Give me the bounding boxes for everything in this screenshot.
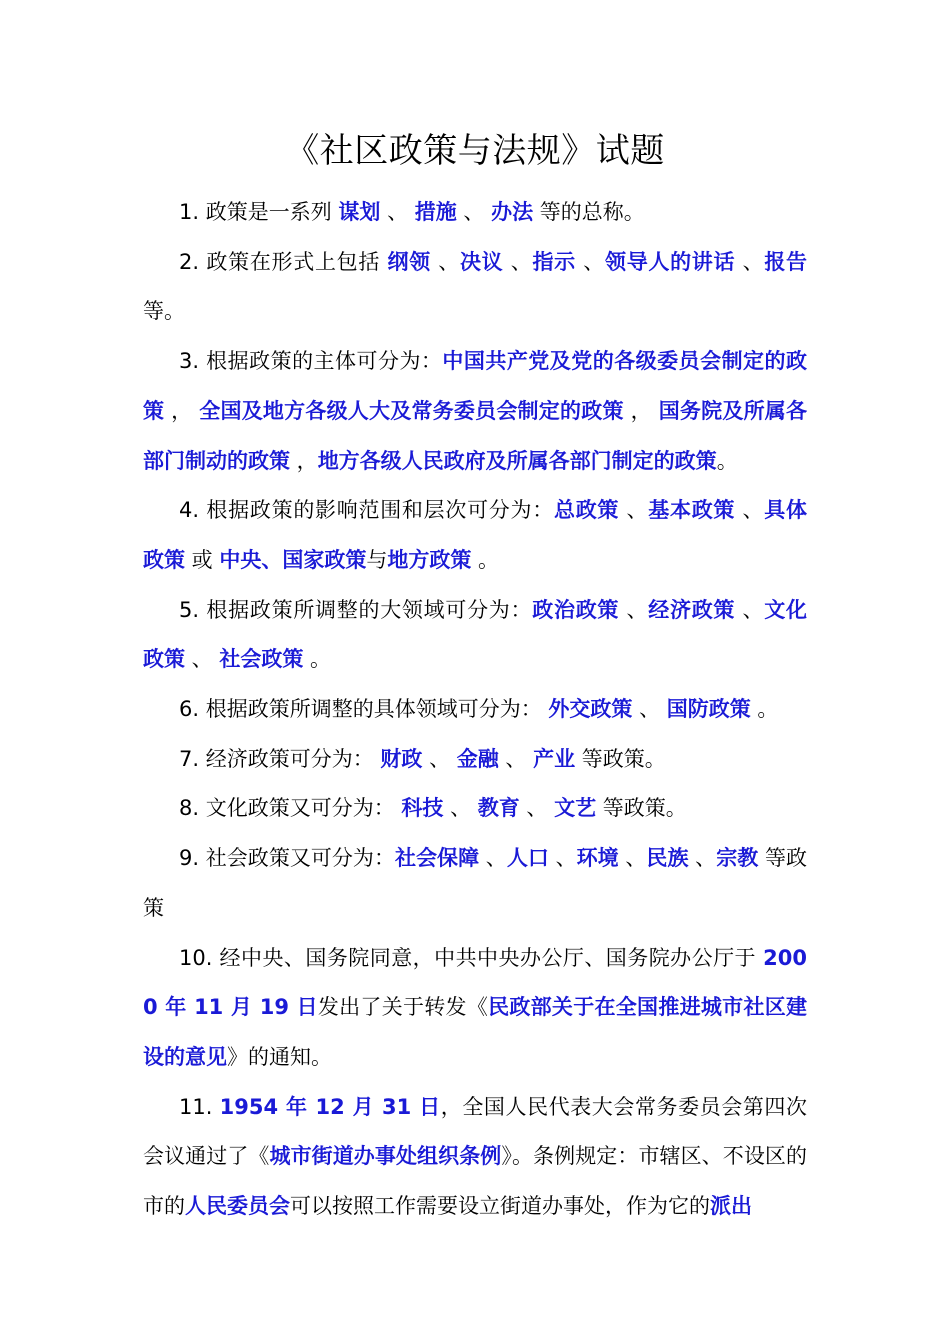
question-text: 、 [632,697,667,722]
answer-text: 经济政策 [648,597,736,622]
question-text: 。 [750,697,779,722]
answer-text: 全国及地方各级人大及常务委员会制定的政策 [199,398,624,423]
answer-text: 地方政策 [387,547,472,572]
question-q10 [143,934,807,1083]
question-text: 、 [479,846,507,871]
question-q2 [143,238,807,337]
answer-text: 2000 年 11 月 19 日 [143,945,807,1020]
question-text: 10. 经中央、国务院同意，中共中央办公厅、国务院办公厅于 [179,945,764,970]
question-q3 [143,337,807,486]
answer-text: 办法 [491,200,534,224]
answer-text: 地方各级人民政府及所属各部门制定的政策 [317,448,717,473]
answer-text: 决议 [459,249,504,274]
question-text: 》的通知。 [227,1044,332,1069]
question-text: 等的总称。 [533,200,645,224]
answer-text: 国务院及所属各部门制动的政策 [143,398,808,473]
question-q9 [143,834,807,933]
question-text: ，全国人民代表大会常务委员会第四次会议通过了《 [143,1094,808,1169]
question-text: 、 [575,249,605,274]
answer-text: 人口 [506,846,549,871]
question-text: 11. [179,1094,220,1119]
answer-text: 纲领 [387,249,431,274]
answer-text: 外交政策 [548,697,633,722]
answer-text: 总政策 [553,498,620,523]
answer-text: 财政 [380,746,423,771]
question-text: 、 [619,597,649,622]
answer-text: 科技 [401,796,444,821]
question-q4 [143,486,807,585]
answer-text: 中央、国家政策 [219,547,367,572]
question-text: 、 [735,597,765,622]
document-page [143,128,807,1232]
answer-text: 宗教 [716,846,759,871]
question-text: 8. 文化政策又可分为： [179,796,402,821]
question-text: 。 [303,647,332,672]
question-text: 与 [366,547,388,572]
question-text: 5. 根据政策所调整的大领域可分为： [179,597,533,622]
question-text: 、 [735,249,765,274]
question-text: 、 [456,200,492,224]
answer-text: 措施 [414,200,457,224]
question-text: 3. 根据政策的主体可分为： [179,349,443,374]
question-list [143,188,807,1232]
answer-text: 人民委员会 [185,1194,290,1219]
answer-text: 城市街道办事处组织条例 [269,1144,502,1169]
question-text: ， [290,448,318,473]
question-text: 、 [619,498,649,523]
answer-text: 具体政策 [143,498,808,572]
answer-text: 指示 [532,249,576,274]
answer-text: 文化政策 [143,597,808,672]
question-text: 等。 [143,299,185,324]
answer-text: 政治政策 [532,597,620,622]
answer-text: 1954 年 12 月 31 日 [219,1094,441,1119]
question-text: 6. 根据政策所调整的具体领域可分为： [179,697,549,722]
question-text: 》。条例规定：市辖区、不设区的市的 [143,1144,808,1219]
document-title: 《社区政策与法规》试题 [285,131,665,171]
question-text: ， [623,398,659,423]
question-text: 。 [716,448,738,473]
question-q8 [143,784,807,834]
question-text: 2. 政策在形式上包括 [179,249,388,274]
question-text: 、 [735,498,765,523]
answer-text: 教育 [477,796,520,821]
question-text: 、 [443,796,478,821]
answer-text: 报告 [764,249,808,274]
question-text: 。 [471,547,500,572]
question-text: 、 [185,647,220,672]
question-q5 [143,586,807,685]
answer-text: 谋划 [338,200,381,224]
question-text: 、 [548,846,577,871]
answer-text: 领导人的讲话 [604,249,736,274]
answer-text: 中国共产党及党的各级委员会制定的政策 [143,349,807,423]
question-text: 、 [498,746,534,771]
question-q6 [143,685,807,735]
answer-text: 国防政策 [666,697,751,722]
question-q1 [143,188,807,238]
question-text: 9. 社会政策又可分为： [179,846,395,871]
question-text: 、 [519,796,555,821]
question-text: 、 [618,846,647,871]
question-text: 、 [688,846,717,871]
question-text: 可以按照工作需要设立街道办事处，作为它的 [290,1194,710,1219]
question-text: 4. 根据政策的影响范围和层次可分为： [179,498,554,523]
question-text: 发出了关于转发《 [317,995,489,1020]
question-text: 、 [422,746,457,771]
question-text: 1. 政策是一系列 [179,200,339,224]
question-text: 7. 经济政策可分为： [179,746,381,771]
question-text: 、 [430,249,460,274]
answer-text: 金融 [456,746,499,771]
question-q11 [143,1083,807,1232]
question-text: 等政策 [143,846,808,920]
question-text: ， [164,398,200,423]
question-text: 、 [503,249,533,274]
answer-text: 基本政策 [648,498,736,523]
question-text: 或 [185,547,220,572]
question-text: 等政策。 [596,796,687,821]
answer-text: 民政部关于在全国推进城市社区建设的意见 [143,995,808,1069]
answer-text: 社会政策 [219,647,304,672]
answer-text: 环境 [576,846,619,871]
answer-text: 民族 [646,846,689,871]
answer-text: 产业 [533,746,576,771]
answer-text: 派出 [710,1194,752,1219]
answer-text: 文艺 [554,796,597,821]
question-text: 、 [380,200,415,224]
answer-text: 社会保障 [394,846,480,871]
question-text: 等政策。 [575,746,666,771]
question-q7 [143,735,807,785]
